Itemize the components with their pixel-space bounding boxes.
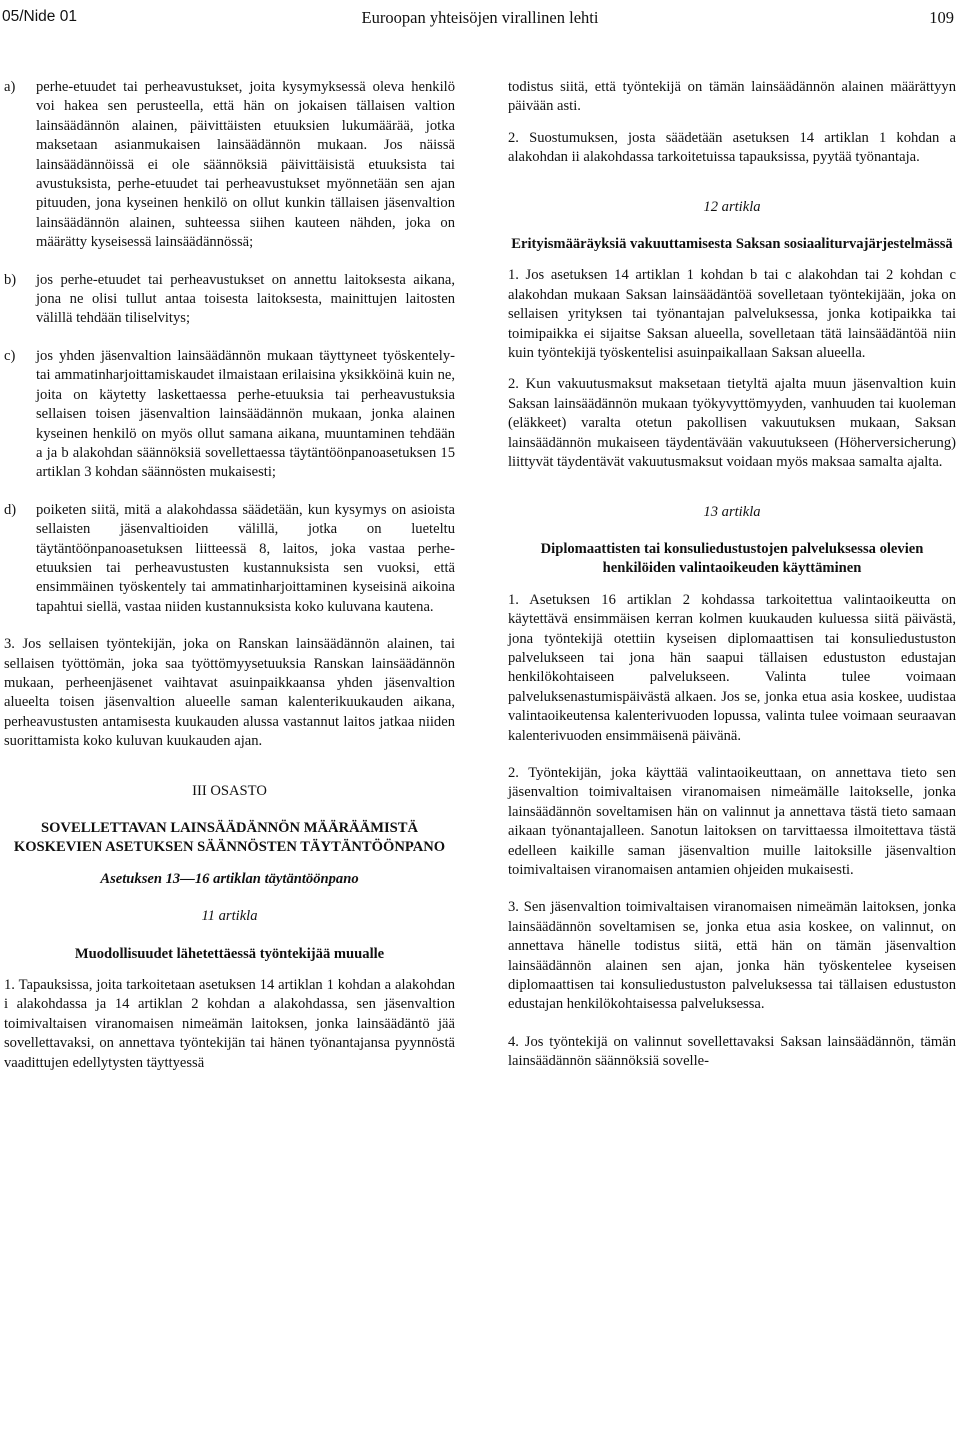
section-title: SOVELLETTAVAN LAINSÄÄDÄNNÖN MÄÄRÄÄMISTÄ KOSKEVIEN ASETUKSEN SÄÄNNÖSTEN TÄYTÄNTÖÖNPANO: [13, 820, 446, 856]
right-column: [508, 78, 956, 1072]
list-item-d: [4, 501, 455, 617]
article-paragraph: 2. Kun vakuutusmaksut maksetaan tietyltä ajalta muun jäsenvaltion kuin Saksan lainsäädännön mukaan työkyvyttömyyden, vanhuuden tai kuoleman (eläkkeet) varalta otetun pakollisen vakuutuksen mukaan, Saksan lainsäädännön mukaiseen täydentävään vakuutukseen (Höherversicherung) liittyvät täydentävät vakuutusmaksut voidaan myös maksaa samalta ajalta.: [508, 376, 956, 471]
item-label: b): [4, 271, 17, 288]
article-paragraph: 4. Jos työntekijä on valinnut sovellettavaksi Saksan lainsäädännön, tämän lainsäädännön säännöksiä sovelle-: [508, 1033, 956, 1070]
page-number: 109: [929, 8, 954, 27]
article-number: 11 artikla: [201, 908, 258, 925]
list-item-c: [4, 347, 455, 483]
article-title: Diplomaattisten tai konsuliedustustojen palveluksessa olevien henkilöiden valintaoikeuden käyttäminen: [540, 540, 924, 577]
left-column: [4, 78, 455, 1073]
item-label: c): [4, 347, 16, 364]
list-item-a: [4, 78, 455, 253]
item-label: a): [4, 79, 16, 95]
paragraph-2: 2. Suostumuksen, josta säädetään asetuksen 14 artiklan 1 kohdan a alakohdan ii alakohdassa tarkoitetuissa tapauksissa, pyytää työnantaja.: [508, 129, 956, 166]
article-paragraph: 1. Jos asetuksen 14 artiklan 1 kohdan b tai c alakohdan tai 2 kohdan c alakohdan mukaan Saksan lainsäädäntöä sovelletaan työntekijään, joka on sellaisen yrityksen tai työnantajan palveluksessa, jonka kotipaikka tai toimipaikka ei sijaitse Saksan alueella, sovelletaan tätä lainsäädäntöä niin kuin työntekijä työskentelisi asuinpaikallaan Saksan alueella.: [508, 267, 956, 362]
item-label: d): [4, 501, 17, 518]
item-text: jos yhden jäsenvaltion lainsäädännön mukaan täyttyneet työskentely- tai ammatinharjoittamiskaudet ilmaistaan erilaisina yksikköinä kuin ne, joita on käytetty laskettaessa perhe-etuuksia tai perheavustuksia sellaisen toisen jäsenvaltion lainsäädännön mukaan, jonka alainen kyseinen henkilö on myös ollut samana aikana, muuntaminen tehdään a ja b alakohdan säännöksiä sovellettaessa täytäntöönpanoasetuksen 15 artiklan 3 kohdan säännösten mukaisesti;: [36, 347, 455, 481]
section-heading: III OSASTO: [192, 782, 267, 799]
continued-paragraph: todistus siitä, että työntekijä on tämän lainsäädännön alainen määrättyyn päivään asti.: [508, 79, 956, 115]
paragraph-3: 3. Jos sellaisen työntekijän, joka on Ranskan lainsäädännön alainen, tai sellaisen työttömän, joka saa työttömyysetuuksia Ranskan lainsäädännön mukaan, perheenjäsenet vaihtavat asuinpaikkaansa yhden jäsenvaltion alueelta toisen jäsenvaltion alueelle saman kalenterikuukauden aikana, perheavustusten antamisesta kuukauden alussa vastannut laitos jatkaa niiden suorittamista koko kuluvan kuukauden ajan.: [4, 636, 455, 750]
item-text: jos perhe-etuudet tai perheavustukset on annettu laitoksesta aikana, jona ne olisi tullut antaa toisesta laitoksesta, mainittujen laitosten välillä tehdään tiliselvitys;: [36, 271, 455, 327]
article-paragraph: 2. Työntekijän, joka käyttää valintaoikeuttaan, on annettava tieto sen jäsenvaltion toimivaltaisen viranomaisen nimeämälle laitokselle, jonka lainsäädännön soveltamisen hän on valinnut ja annettava tästä tieto samaan aikaan työnantajalleen. Sanotun laitoksen on tarvittaessa ilmoitettava tästä edelleen kaikille saman jäsenvaltion muille laitoksille jäsenvaltion toimivaltaisen viranomaisen antamien ohjeiden mukaisesti.: [508, 764, 956, 878]
article-paragraph: 3. Sen jäsenvaltion toimivaltaisen viranomaisen nimeämän laitoksen, jonka lainsäädännön soveltamisen se, jonka etua asia koskee, on valinnut, on annettava hänelle todistus siitä, että hän on tämän jäsenvaltion lainsäädännön alainen sen ajan, jonka hän työskentelee kyseisen diplomaattisen tai konsuliedustuston palveluksessa tai tällaisen edustuston edustajan henkilökohtaisessa palveluksessa.: [508, 899, 956, 1013]
page-header: [0, 8, 960, 38]
article-number: 12 artikla: [703, 198, 761, 215]
volume-label: 05/Nide 01: [2, 8, 77, 25]
item-text: perhe-etuudet tai perheavustukset, joita kysymyksessä oleva henkilö voi hakea sen perusteella, että hän on jokaisen tällaisen valtion lainsäädännön alainen, päivittäisten etuuksien lukumäärää, jotka maksetaan asianmukaisen lainsäädännön mukaan. Jos näissä lainsäädännöissä ei ole säännöksiä päivittäisistä etuuksista tai avustuksista, perhe-etuudet tai perheavustukset myönnetään sen ajan pituuden, jona kyseinen henkilö on ollut kunkin tällaisen jäsenvaltion lainsäädännön alainen, suhteessa siihen kauteen nähden, joka on määrätty kyseisessä lainsäädännössä;: [36, 79, 455, 251]
item-text: poiketen siitä, mitä a alakohdassa säädetään, kun kysymys on asioista sellaisten jäsenvaltioiden välillä, jotka on lueteltu täytäntöönpanoasetuksen liitteessä 8, laitos, joka vastaa perhe-etuuksien tai perheavustusten kustannuksista sen vuoksi, että ensimmäinen työskentely tai ammatinharjoittaminen kyseisinä aikoina tapahtui siellä, vastaa niiden kustannuksista koko kuluvana kautena.: [36, 501, 455, 615]
journal-title: Euroopan yhteisöjen virallinen lehti: [361, 8, 599, 27]
article-title: Erityismääräyksiä vakuuttamisesta Saksan sosiaaliturvajärjestelmässä: [511, 236, 953, 253]
article-number: 13 artikla: [703, 503, 761, 520]
section-subtitle: Asetuksen 13—16 artiklan täytäntöönpano: [100, 870, 359, 887]
article-paragraph: 1. Asetuksen 16 artiklan 2 kohdassa tarkoitettua valintaoikeutta on käytettävä ensimmäisen kerran kolmen kuukauden kuluessa siitä päivästä, jona työntekijä otettiin kyseisen diplomaattisen tai konsuliedustuston palvelukseen tai jona hän saapui tällaisen edustuston edustajan henkilökohtaiseen palvelukseen. Valinta tulee voimaan palveluksenastumispäivästä alkaen. Jos se, jonka etua asia koskee, uudistaa valintaoikeutensa kalenterivuoden lopussa, valinta tulee voimaan seuraavan kalenterivuoden ensimmäisenä päivänä.: [508, 591, 956, 744]
list-item-b: [4, 271, 455, 329]
article-paragraph: 1. Tapauksissa, joita tarkoitetaan asetuksen 14 artiklan 1 kohdan a alakohdan i alakohdassa ja 14 artiklan 2 kohdan a alakohdassa, sen jäsenvaltion toimivaltaisen viranomaisen nimeämän laitoksen, jonka lainsäädäntö jää sovellettavaksi, on annettava työntekijän tai hänen työnantajansa pyynnöstä vaadittujen edellytysten täyttyessä: [4, 977, 455, 1071]
article-title: Muodollisuudet lähetettäessä työntekijää muualle: [74, 945, 385, 962]
